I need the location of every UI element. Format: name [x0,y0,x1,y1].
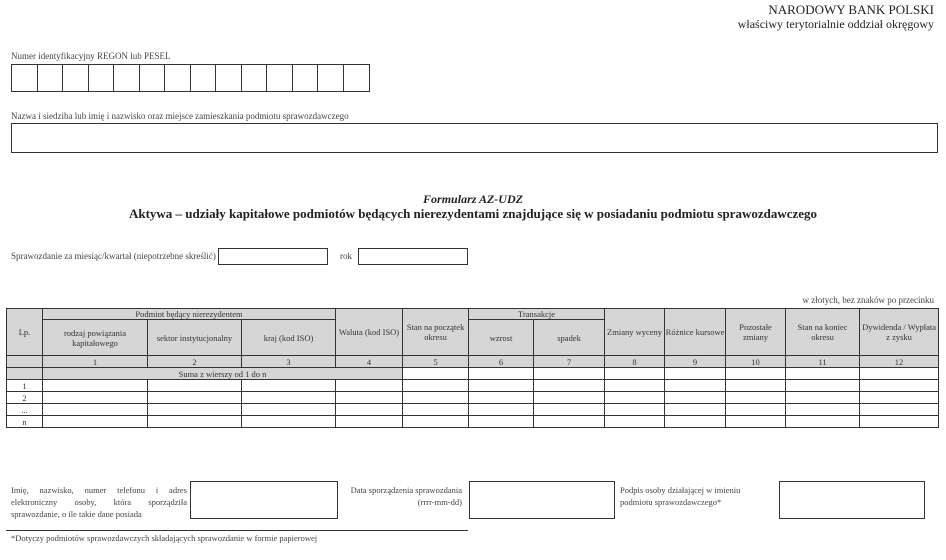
regon-digit-cell[interactable] [242,65,268,91]
table-cell[interactable] [148,380,242,392]
table-cell[interactable] [726,416,786,428]
table-cell[interactable] [665,416,726,428]
table-cell[interactable] [469,380,534,392]
regon-digit-cell[interactable] [140,65,166,91]
regon-digit-cell[interactable] [165,65,191,91]
header-stan-pocz: Stan na początek okresu [403,309,469,356]
header-roznice: Różnice kursowe [665,309,726,356]
table-cell[interactable] [534,404,605,416]
table-cell[interactable] [242,392,336,404]
period-field[interactable] [218,248,328,265]
signature-label: Podpis osoby działającej w imieniu podmiotu sprawozdawczego* [620,485,741,507]
regon-digit-cell[interactable] [216,65,242,91]
table-cell[interactable] [148,392,242,404]
bank-header [738,2,934,32]
regon-digit-cell[interactable] [318,65,344,91]
regon-digit-cell[interactable] [191,65,217,91]
sum-cell[interactable] [860,368,939,380]
table-cell[interactable] [43,380,148,392]
table-cell[interactable] [43,404,148,416]
regon-digit-cell[interactable] [114,65,140,91]
col-number: 3 [242,356,336,368]
header-transakcje: Transakcje [469,309,605,320]
table-cell[interactable] [860,416,939,428]
row-number: 1 [7,380,43,392]
sum-row [7,368,939,380]
regon-digit-cell[interactable] [267,65,293,91]
signature-field[interactable] [779,481,925,519]
sum-cell[interactable] [534,368,605,380]
header-zmiany-wyceny: Zmiany wyceny [605,309,665,356]
header-stan-kon: Stan na koniec okresu [786,309,860,356]
table-cell[interactable] [148,404,242,416]
table-cell[interactable] [665,404,726,416]
col-number: 8 [605,356,665,368]
table-cell[interactable] [605,380,665,392]
header-wzrost: wzrost [469,320,534,356]
table-cell[interactable] [534,416,605,428]
header-pozostale: Pozostałe zmiany [726,309,786,356]
table-cell[interactable] [726,380,786,392]
assets-table [6,308,939,428]
table-cell[interactable] [786,380,860,392]
sum-cell[interactable] [403,368,469,380]
table-cell[interactable] [403,380,469,392]
entity-label: Nazwa i siedziba lub imię i nazwisko oraz miejsce zamieszkania podmiotu sprawozdawczego [11,111,349,121]
regon-digit-cell[interactable] [89,65,115,91]
col-number: 1 [43,356,148,368]
table-cell[interactable] [242,404,336,416]
table-cell[interactable] [469,416,534,428]
table-cell[interactable] [403,404,469,416]
col-number: 6 [469,356,534,368]
table-cell[interactable] [336,404,403,416]
regon-digit-cell[interactable] [344,65,370,91]
table-row [7,404,939,416]
table-cell[interactable] [336,416,403,428]
date-format: (rrrr-mm-dd) [417,497,462,507]
sum-cell[interactable] [605,368,665,380]
bank-name: NARODOWY BANK POLSKI [768,2,934,17]
contact-label: Imię, nazwisko, numer telefonu i adres elektroniczny osoby, która sporządziła sprawozdanie, o ile takie dane posiada [11,485,187,519]
footnote: *Dotyczy podmiotów sprawozdawczych składających sprawozdanie w formie papierowej [11,533,318,543]
table-row [7,392,939,404]
period-label: Sprawozdanie za miesiąc/kwartał [11,251,132,261]
table-cell[interactable] [242,416,336,428]
table-cell[interactable] [860,404,939,416]
contact-field[interactable] [190,481,338,519]
sum-cell[interactable] [726,368,786,380]
col-number-blank [7,356,43,368]
table-cell[interactable] [726,404,786,416]
sum-label: Suma z wierszy od 1 do n [43,368,403,380]
table-cell[interactable] [860,380,939,392]
table-cell[interactable] [605,392,665,404]
table-cell[interactable] [403,416,469,428]
table-cell[interactable] [534,380,605,392]
header-spadek: spadek [534,320,605,356]
period-label-wrap [11,251,216,261]
table-cell[interactable] [534,392,605,404]
table-cell[interactable] [726,392,786,404]
table-cell[interactable] [336,380,403,392]
header-lp: Lp. [7,309,43,356]
date-field[interactable] [469,481,615,519]
units-note: w złotych, bez znaków po przecinku [802,295,934,305]
table-cell[interactable] [469,392,534,404]
table-row [7,416,939,428]
regon-digit-cell[interactable] [293,65,319,91]
period-hint: (niepotrzebne skreślić) [133,251,216,261]
row-number: ... [7,404,43,416]
header-sektor: sektor instytucjonalny [148,320,242,356]
table-row [7,380,939,392]
table-cell[interactable] [43,392,148,404]
col-number: 4 [336,356,403,368]
header-dywidenda: Dywidenda / Wypłata z zysku [860,309,939,356]
table-cell[interactable] [665,380,726,392]
table-cell[interactable] [605,416,665,428]
sum-cell[interactable] [469,368,534,380]
sum-cell[interactable] [786,368,860,380]
form-subtitle: Aktywa – udziały kapitałowe podmiotów będących nierezydentami znajdujące się w posiadaniu podmiotu sprawozdawczego [128,206,818,221]
regon-input[interactable] [11,64,370,92]
header-kraj: kraj (kod ISO) [242,320,336,356]
column-numbers-row [7,356,939,368]
regon-digit-cell[interactable] [63,65,89,91]
col-number: 12 [860,356,939,368]
header-rodzaj: rodzaj powiązania kapitałowego [43,320,148,356]
sum-cell[interactable] [665,368,726,380]
row-number: 2 [7,392,43,404]
col-number: 5 [403,356,469,368]
table-cell[interactable] [665,392,726,404]
regon-digit-cell[interactable] [38,65,64,91]
footnote-divider [6,530,468,531]
table-cell[interactable] [403,392,469,404]
table-cell[interactable] [786,392,860,404]
entity-name-field[interactable] [11,123,938,153]
col-number: 9 [665,356,726,368]
header-waluta: Waluta (kod ISO) [336,309,403,356]
row-number: n [7,416,43,428]
form-title: Formularz AZ-UDZ [423,192,523,206]
table-cell[interactable] [786,404,860,416]
regon-digit-cell[interactable] [12,65,38,91]
table-cell[interactable] [148,416,242,428]
table-cell[interactable] [469,404,534,416]
rok-label: rok [340,251,352,261]
date-label-wrap [345,484,462,508]
col-number: 7 [534,356,605,368]
sum-lp-cell [7,368,43,380]
table-cell[interactable] [336,392,403,404]
header-nonresident: Podmiot będący nierezydentem [43,309,336,320]
table-cell[interactable] [242,380,336,392]
table-cell[interactable] [43,416,148,428]
rok-field[interactable] [358,248,468,265]
col-number: 10 [726,356,786,368]
bank-branch: właściwy terytorialnie oddział okręgowy [737,17,934,31]
table-cell[interactable] [786,416,860,428]
table-cell[interactable] [605,404,665,416]
col-number: 11 [786,356,860,368]
table-cell[interactable] [860,392,939,404]
regon-label: Numer identyfikacyjny REGON lub PESEL [11,51,171,61]
col-number: 2 [148,356,242,368]
date-label: Data sporządzenia sprawozdania [350,485,462,495]
